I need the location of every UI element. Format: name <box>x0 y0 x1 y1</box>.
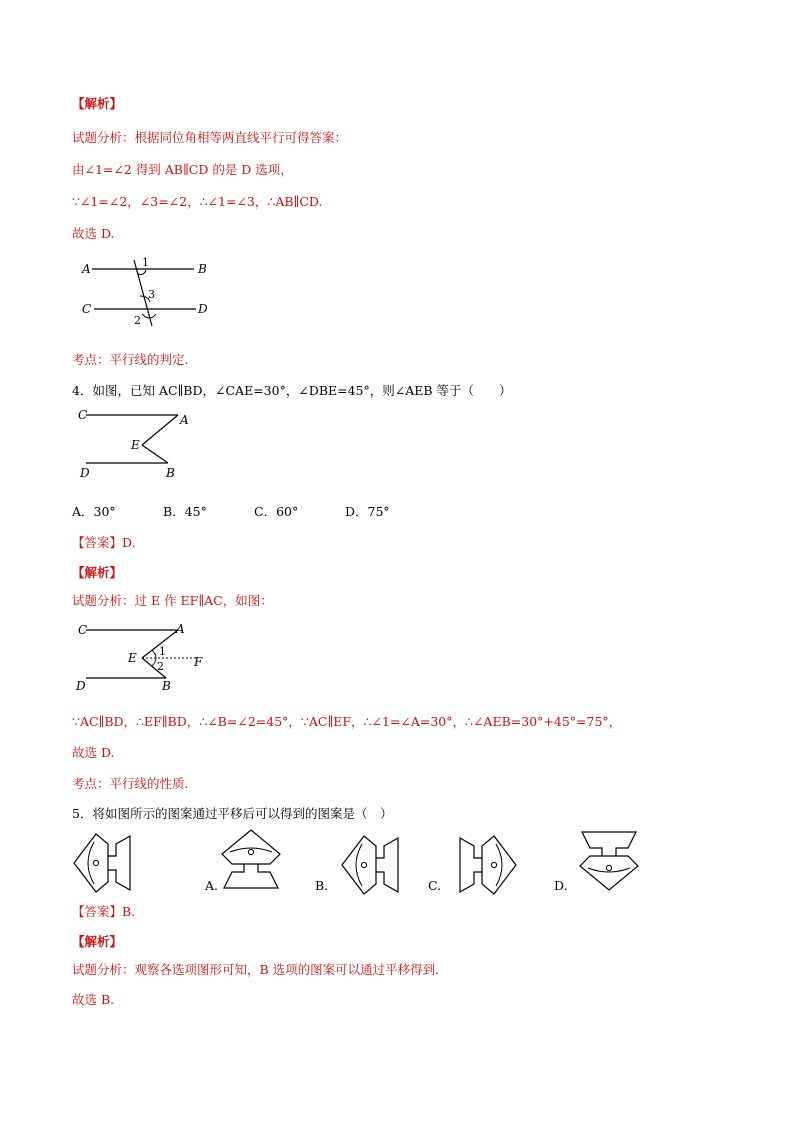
q3-knowledge: 考点：平行线的判定. <box>72 352 189 367</box>
q3-angle-3: 3 <box>148 288 155 301</box>
q3-line2: ∵∠1=∠2，∠3=∠2，∴∠1=∠3，∴AB∥CD. <box>72 194 323 209</box>
q5-stem: 5．将如图所示的图案通过平移后可以得到的图案是（ ） <box>72 806 393 821</box>
q4-fig2-angle-2: 2 <box>157 660 164 673</box>
q3-angle-1: 1 <box>142 256 149 269</box>
q5-option-c-pattern <box>456 832 518 898</box>
q4-label-B: B <box>166 466 175 480</box>
q4-figure2 <box>72 618 212 696</box>
q4-label-A: A <box>180 413 189 427</box>
q4-label-C: C <box>78 408 88 422</box>
q3-line1: 由∠1=∠2 得到 AB∥CD 的是 D 选项， <box>72 162 293 177</box>
q4-fig2-label-A: A <box>176 622 185 636</box>
q5-option-a-label: A. <box>205 878 219 893</box>
q3-angle-2: 2 <box>134 314 141 327</box>
q4-option-b: B．45° <box>163 504 207 519</box>
q4-choice: 故选 D. <box>72 745 115 760</box>
q4-option-a: A．30° <box>72 504 116 519</box>
q3-analysis-intro: 试题分析：根据同位角相等两直线平行可得答案： <box>72 130 348 145</box>
q5-choice: 故选 B. <box>72 992 115 1007</box>
q4-fig2-label-B: B <box>162 679 171 693</box>
q5-option-d-label: D. <box>554 878 568 893</box>
q4-fig2-label-D: D <box>76 679 86 693</box>
q5-option-b-pattern <box>340 832 402 898</box>
q4-analysis-intro: 试题分析：过 E 作 EF∥AC，如图： <box>72 593 273 608</box>
q3-label-A: A <box>82 262 91 276</box>
q3-choice: 故选 D. <box>72 226 115 241</box>
q4-stem: 4．如图，已知 AC∥BD，∠CAE=30°，∠DBE=45°，则∠AEB 等于（ ） <box>72 383 512 398</box>
q4-fig2-label-C: C <box>78 623 88 637</box>
q5-option-c-label: C. <box>428 878 442 893</box>
q4-fig2-angle-1: 1 <box>159 645 166 658</box>
q5-answer: 【答案】B. <box>72 904 136 919</box>
q4-analysis-tag: 【解析】 <box>72 565 123 580</box>
q4-knowledge: 考点：平行线的性质. <box>72 776 189 791</box>
q4-option-c: C．60° <box>254 504 299 519</box>
q4-reasoning: ∵AC∥BD，∴EF∥BD，∴∠B=∠2=45°，∵AC∥EF，∴∠1=∠A=30°，∴∠AEB=30°+45°=75°， <box>72 714 622 729</box>
q5-option-d-pattern <box>576 828 642 892</box>
q4-fig2-label-F: F <box>194 655 203 669</box>
q5-analysis-tag: 【解析】 <box>72 934 123 949</box>
q4-figure <box>72 405 202 480</box>
q5-original-pattern <box>72 830 134 896</box>
q5-option-b-label: B. <box>315 878 329 893</box>
q3-label-D: D <box>198 302 208 316</box>
q3-analysis-tag: 【解析】 <box>72 96 123 111</box>
q4-label-E: E <box>131 438 140 452</box>
q4-answer: 【答案】D. <box>72 535 136 550</box>
q3-label-B: B <box>198 262 207 276</box>
q4-fig2-label-E: E <box>128 651 137 665</box>
q4-option-d: D．75° <box>345 504 390 519</box>
q4-label-D: D <box>80 466 90 480</box>
q5-option-a-pattern <box>218 828 284 892</box>
q3-figure <box>72 252 222 332</box>
q3-label-C: C <box>82 302 92 316</box>
q5-analysis-text: 试题分析：观察各选项图形可知，B 选项的图案可以通过平移得到. <box>72 962 440 977</box>
